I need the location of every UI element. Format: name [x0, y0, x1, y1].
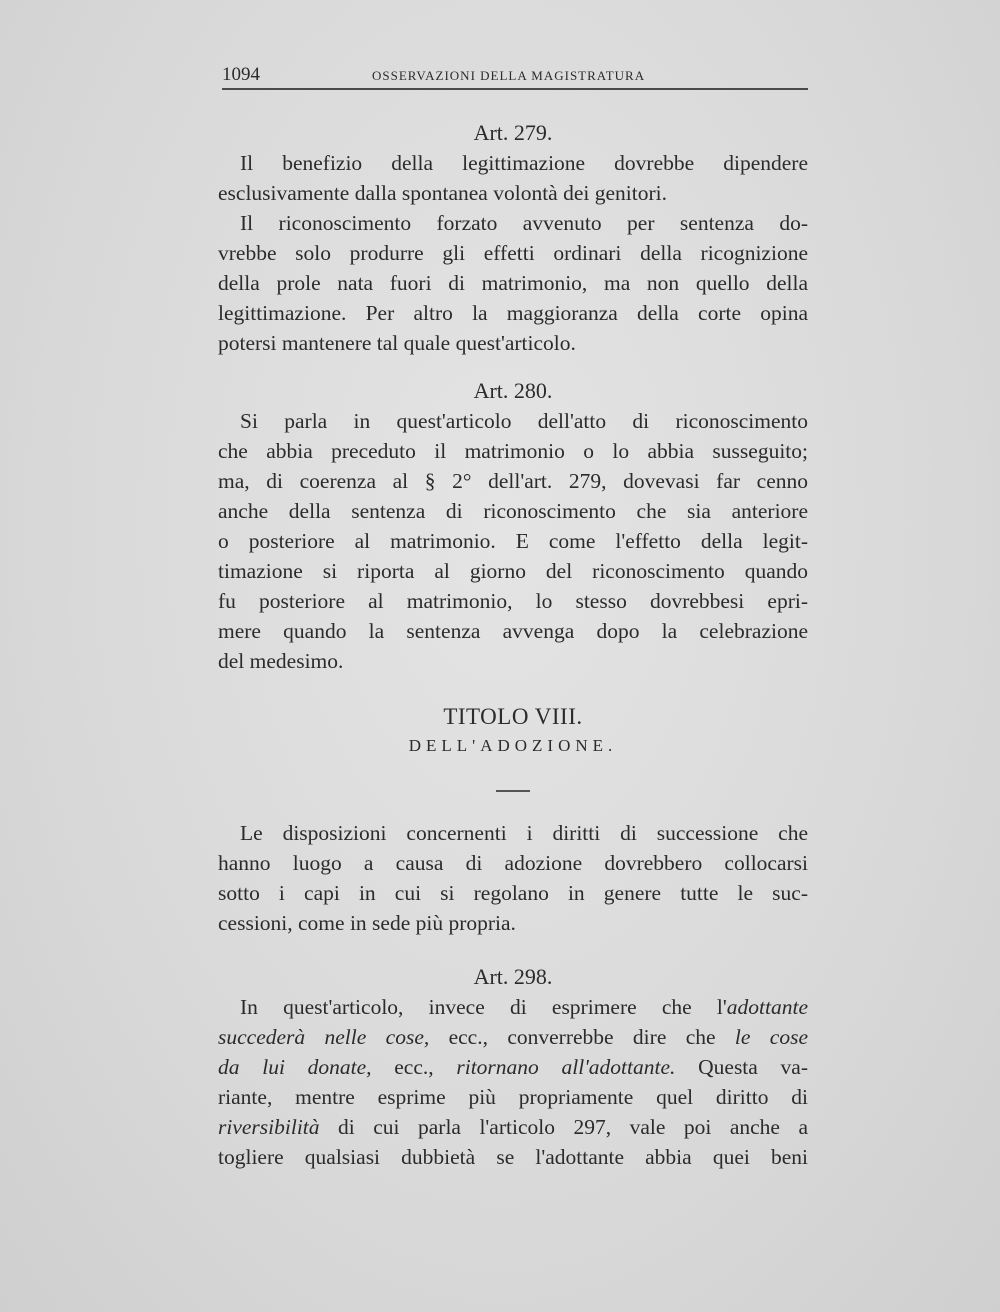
paragraph-line: Il riconoscimento forzato avvenuto per sentenza do- [240, 211, 808, 235]
italic-text: succederà nelle cose, [218, 1025, 430, 1049]
paragraph-line: togliere qualsiasi dubbietà se l'adottante abbia quei beni [218, 1145, 808, 1169]
paragraph-line: del medesimo. [218, 649, 344, 673]
paragraph-line: fu posteriore al matrimonio, lo stesso dovrebbesi epri- [218, 589, 808, 613]
title-heading: TITOLO VIII. [443, 704, 583, 729]
title-block [218, 704, 808, 792]
paragraph-line: anche della sentenza di riconoscimento che sia anteriore [218, 499, 808, 523]
text-run: di cui parla l'articolo 297, vale poi anche a [319, 1115, 808, 1139]
paragraph-line: ma, di coerenza al § 2° dell'art. 279, dovevasi far cenno [218, 469, 808, 493]
article-280 [218, 376, 808, 676]
article-298-heading: Art. 298. [473, 964, 553, 989]
text-run: Questa va- [675, 1055, 808, 1079]
paragraph-line [218, 1022, 808, 1052]
paragraph-line: o posteriore al matrimonio. E come l'effetto della legit- [218, 529, 808, 553]
italic-text: da lui donate, [218, 1055, 372, 1079]
page-number: 1094 [222, 64, 260, 85]
text-run: ecc., converrebbe dire che [429, 1025, 735, 1049]
article-298 [218, 962, 808, 1172]
paragraph-line: timazione si riporta al giorno del riconoscimento quando [218, 559, 808, 583]
paragraph-line: potersi mantenere tal quale quest'articolo. [218, 331, 576, 355]
article-279 [218, 118, 808, 358]
paragraph-line: cessioni, come in sede più propria. [218, 911, 516, 935]
title-subheading: DELL'ADOZIONE. [408, 736, 618, 755]
running-head: OSSERVAZIONI DELLA MAGISTRATURA [372, 68, 646, 83]
paragraph-line: legittimazione. Per altro la maggioranza della corte opina [218, 301, 808, 325]
paragraph-line: mere quando la sentenza avvenga dopo la celebrazione [218, 619, 808, 643]
italic-text: adottante [726, 995, 808, 1019]
paragraph-line: che abbia preceduto il matrimonio o lo abbia susseguito; [218, 439, 808, 463]
paragraph-line [218, 1052, 808, 1082]
paragraph-line: vrebbe solo produrre gli effetti ordinari della ricognizione [218, 241, 808, 265]
text-run: ecc., [371, 1055, 457, 1079]
paragraph-line: della prole nata fuori di matrimonio, ma non quello della [218, 271, 808, 295]
article-280-heading: Art. 280. [473, 378, 553, 403]
paragraph-line: Si parla in quest'articolo dell'atto di riconoscimento [240, 409, 808, 433]
paragraph-line: hanno luogo a causa di adozione dovrebbero collocarsi [218, 851, 808, 875]
paragraph-line [218, 992, 808, 1022]
paragraph-line: riante, mentre esprime più propriamente quel diritto di [218, 1085, 808, 1109]
text-run: In quest'articolo, invece di esprimere che l' [240, 995, 727, 1019]
page-header [222, 64, 808, 90]
italic-text: le cose [734, 1025, 808, 1049]
paragraph-line: Le disposizioni concernenti i diritti di successione che [240, 821, 808, 845]
article-279-heading: Art. 279. [473, 120, 553, 145]
paragraph-line: sotto i capi in cui si regolano in genere tutte le suc- [218, 881, 808, 905]
paragraph-line [218, 1112, 808, 1142]
paragraph-line: Il benefizio della legittimazione dovrebbe dipendere [240, 151, 808, 175]
section-rule [496, 790, 530, 792]
intro-paragraph [218, 818, 808, 938]
italic-text: ritornano all'adottante. [456, 1055, 676, 1079]
italic-text: riversibilità [218, 1115, 320, 1139]
paragraph-line: esclusivamente dalla spontanea volontà dei genitori. [218, 181, 667, 205]
